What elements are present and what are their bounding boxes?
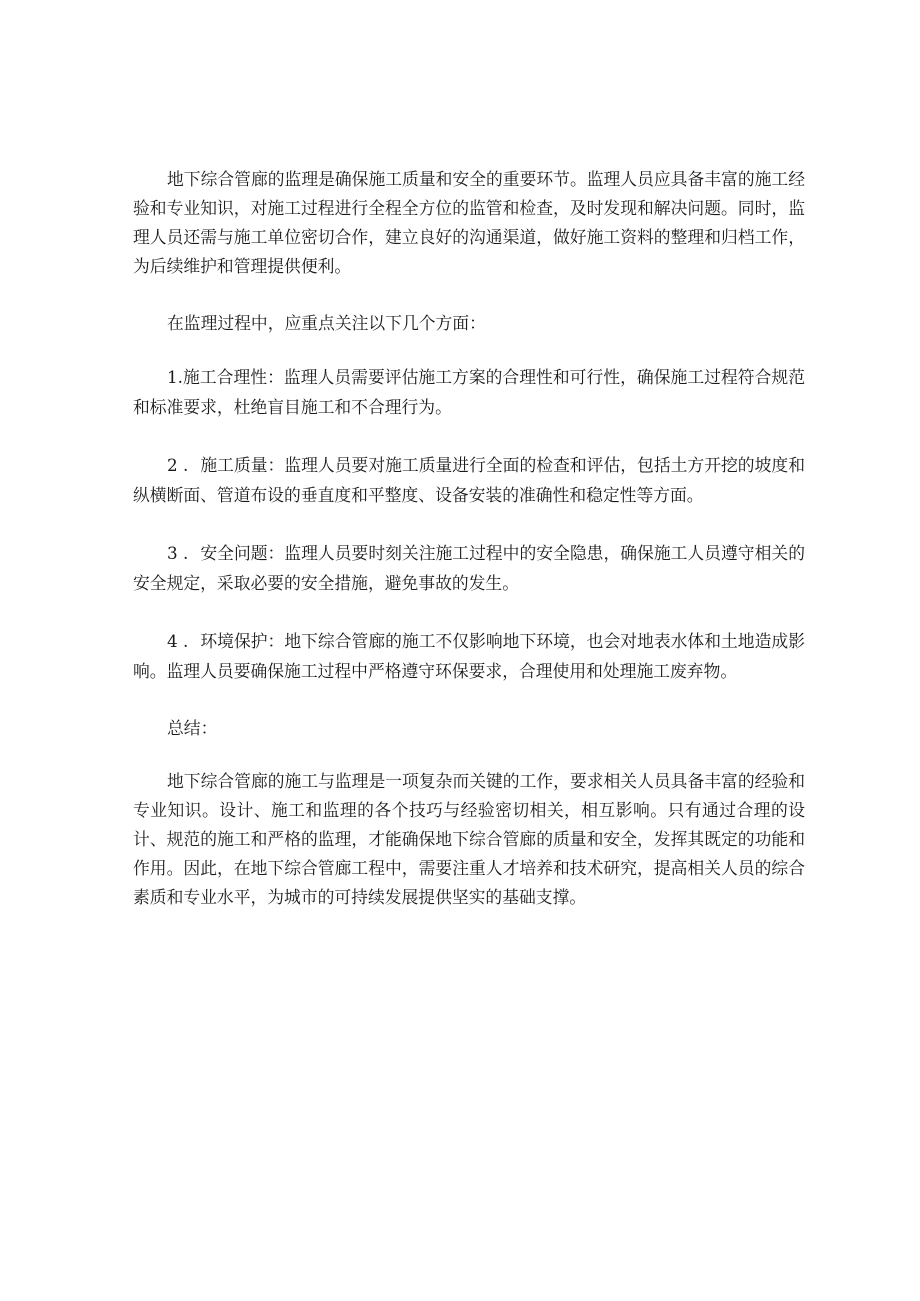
list-item [133, 362, 805, 422]
list-item-text: 安全问题：监理人员要时刻关注施工过程中的安全隐患，确保施工人员遵守相关的安全规定，采取必要的安全措施，避免事故的发生。 [133, 543, 805, 593]
list-item-number: 2 . [167, 455, 189, 475]
summary-paragraph: 地下综合管廊的施工与监理是一项复杂而关键的工作，要求相关人员具备丰富的经验和专业知识。设计、施工和监理的各个技巧与经验密切相关，相互影响。只有通过合理的设计、规范的施工和严格的监理，才能确保地下综合管廊的质量和安全，发挥其既定的功能和作用。因此，在地下综合管廊工程中，需要注重人才培养和技术研究，提高相关人员的综合素质和专业水平，为城市的可持续发展提供坚实的基础支撑。 [133, 771, 805, 907]
list-item-text: 施工合理性：监理人员需要评估施工方案的合理性和可行性，确保施工过程符合规范和标准要求，杜绝盲目施工和不合理行为。 [133, 367, 805, 417]
list-item-number: 1. [167, 367, 184, 387]
list-item-number: 3 . [167, 543, 189, 563]
list-item [133, 626, 805, 686]
intro-paragraph: 地下综合管廊的监理是确保施工质量和安全的重要环节。监理人员应具备丰富的施工经验和专业知识，对施工过程进行全程全方位的监管和检查，及时发现和解决问题。同时，监理人员还需与施工单位密切合作，建立良好的沟通渠道，做好施工资料的整理和归档工作，为后续维护和管理提供便利。 [133, 169, 805, 276]
list-item [133, 450, 805, 510]
list-item-text: 施工质量：监理人员要对施工质量进行全面的检查和评估，包括土方开挖的坡度和纵横断面、管道布设的垂直度和平整度、设备安装的准确性和稳定性等方面。 [133, 455, 805, 505]
summary-heading: 总结： [167, 718, 218, 738]
list-item-text: 环境保护：地下综合管廊的施工不仅影响地下环境，也会对地表水体和土地造成影响。监理人员要确保施工过程中严格遵守环保要求，合理使用和处理施工废弃物。 [133, 631, 805, 681]
document-body [133, 165, 805, 940]
list-item [133, 538, 805, 598]
focus-lead-paragraph: 在监理过程中，应重点关注以下几个方面： [167, 313, 486, 333]
list-item-number: 4 . [167, 631, 189, 651]
